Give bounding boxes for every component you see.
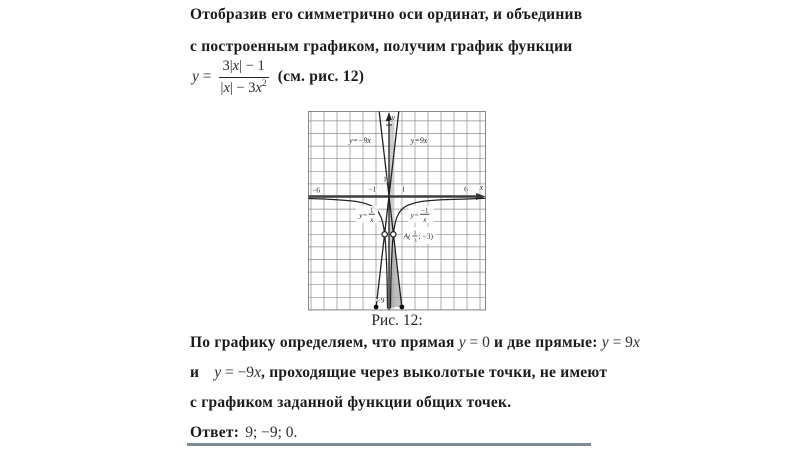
figure-caption: Рис. 12:: [371, 312, 423, 329]
end-dot-right: [400, 305, 405, 310]
label-point-prefix: A(: [403, 231, 411, 241]
formula-lhs: y =: [192, 68, 212, 86]
label-hyp-left-num: 1: [370, 206, 374, 215]
label-line-9x: y=9x: [410, 136, 428, 145]
tick-label-y1: 1: [383, 174, 387, 184]
label-point-suffix: ; −3): [418, 231, 433, 241]
y-axis-label: y: [391, 113, 396, 122]
tick-label-neg9: −9: [376, 295, 385, 305]
curve-right-branch: [391, 198, 486, 308]
formula-denominator: $|x| - 3x^2$: [220, 79, 267, 96]
label-line-neg9x: y=−9x: [349, 136, 371, 145]
conclusion-line-1: По графику определяем, что прямая y = 0 и две прямые: y = 9x: [190, 334, 640, 351]
end-dot-left: [374, 305, 379, 310]
tick-label-6: 6: [464, 184, 468, 194]
open-point-right: [391, 232, 396, 237]
answer-label: Ответ:: [190, 424, 240, 441]
label-hyp-left-den: x: [370, 215, 374, 224]
tick-label-neg6: −6: [312, 185, 320, 195]
label-hyp-left-prefix: y=: [359, 210, 368, 220]
label-point-num: 1: [413, 229, 417, 237]
figure-graph: [308, 111, 486, 311]
label-hyp-right-den: x: [423, 215, 427, 224]
label-hyp-right-prefix: y=: [410, 210, 419, 220]
formula-numerator: 3|x| − 1: [219, 58, 269, 78]
function-formula: [192, 58, 364, 97]
graph-svg: [308, 111, 486, 311]
answer-line: [190, 424, 297, 442]
formula-fraction: [219, 58, 269, 97]
label-point-A: [403, 227, 436, 245]
divider-rule: [187, 443, 591, 446]
label-hyp-left: [356, 206, 378, 224]
formula-figure-ref: (см. рис. 12): [277, 68, 365, 86]
label-hyp-right: [408, 206, 434, 224]
open-point-left: [382, 232, 387, 237]
conclusion-line-3: с графиком заданной функции общих точек.: [190, 394, 512, 411]
label-point-den: 3: [413, 237, 417, 245]
tick-label-x1: 1: [401, 184, 406, 194]
conclusion-line-2: и y = −9x, проходящие через выколотые точки, не имеют: [190, 364, 608, 381]
x-axis-label: x: [479, 183, 484, 192]
tick-label-neg1: −1: [368, 184, 377, 194]
intro-line-2: с построенным графиком, получим график функции: [190, 38, 573, 55]
label-hyp-right-num: −1: [421, 206, 429, 215]
answer-value: 9; −9; 0.: [245, 424, 298, 441]
intro-line-1: Отобразив его симметрично оси ординат, и объединив: [190, 6, 583, 23]
